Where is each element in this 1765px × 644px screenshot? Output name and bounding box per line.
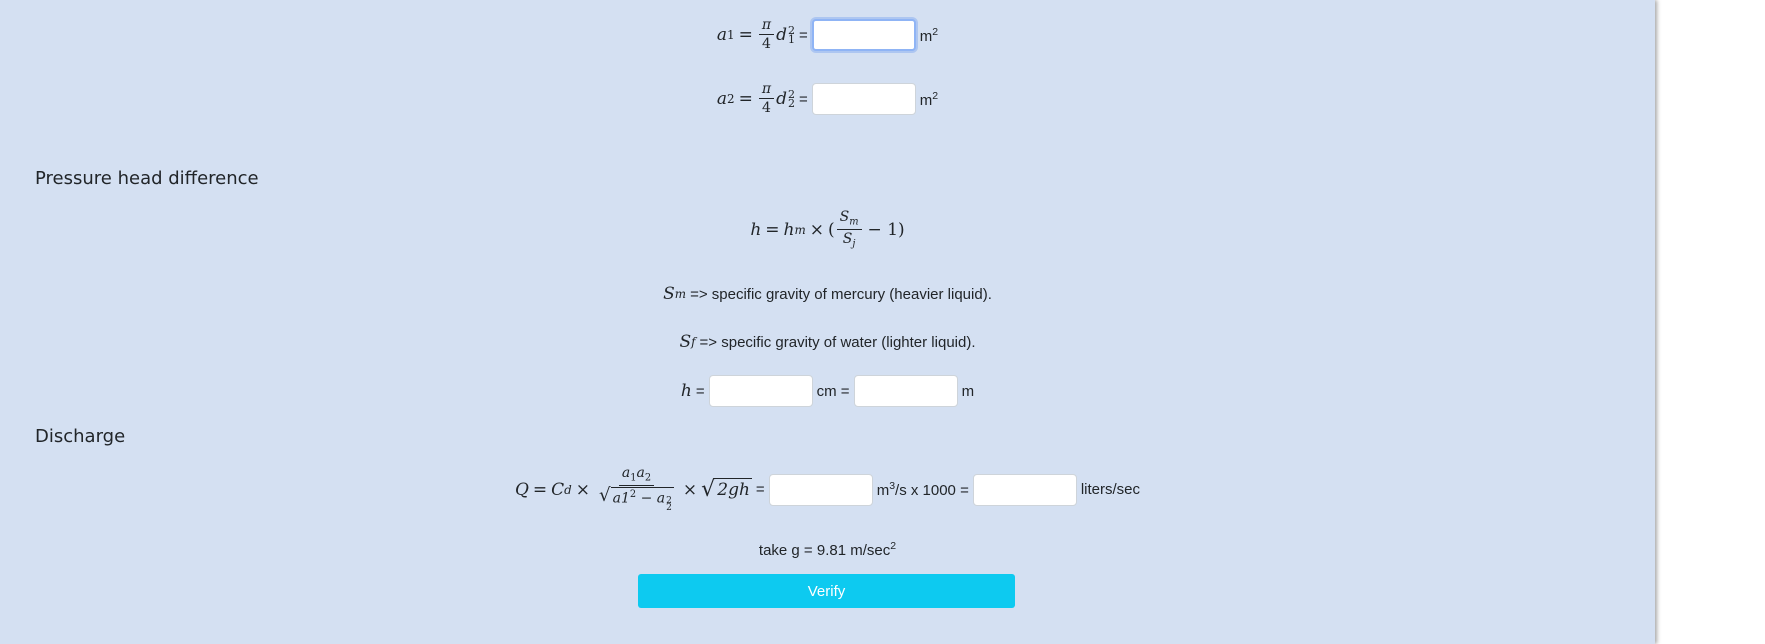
a2-equals: = (798, 90, 808, 108)
g-note-row (0, 540, 1655, 559)
a1-input[interactable] (812, 19, 916, 51)
equals-sign: = (738, 25, 753, 46)
lps-unit: liters/sec (1080, 481, 1141, 498)
sm-description-row (0, 284, 1655, 304)
h-cm-input[interactable] (709, 375, 813, 407)
q-lps-input[interactable] (973, 474, 1077, 506)
discharge-heading: Discharge (35, 426, 126, 447)
sm-description: => specific gravity of mercury (heavier liquid). (690, 285, 992, 303)
a1-formula: a 1 = $\frac{\pi}{4}$ d 2 1 (716, 17, 795, 53)
q-formula: Q = C d × $a_1a_2$ √ $a1^2 - a$ 2 2 × √ 2gh (514, 465, 750, 514)
sf-symbol: S f (679, 332, 696, 352)
m-unit: m (961, 382, 975, 400)
pressure-heading: Pressure head difference (35, 168, 259, 189)
a2-subscript: 2 (727, 92, 735, 107)
sf-description: => specific gravity of water (lighter liquid). (699, 333, 976, 351)
d-symbol: d (776, 25, 787, 46)
denominator-root: √ $a1^2 - a$ 2 2 (599, 485, 672, 514)
a2-formula: a 2 = $\frac{\pi}{4}$ d 2 2 (716, 81, 795, 117)
equals-sign: = (738, 89, 753, 110)
discharge-fraction: $a_1a_2$ √ $a1^2 - a$ 2 2 (599, 465, 672, 514)
a1-symbol: a (716, 25, 728, 46)
a2-symbol: a (716, 89, 728, 110)
sm-symbol: S m (663, 284, 687, 304)
a2-unit: $m^2$ (919, 89, 939, 109)
a2-input[interactable] (812, 83, 916, 115)
pi-over-four: $\frac{\pi}{4}$ (759, 18, 774, 52)
sqrt-2gh: √ 2gh (701, 476, 750, 503)
a2-formula-row (0, 82, 1655, 116)
h-input-row: h = cm = m (0, 375, 1655, 407)
a1-unit: $m^2$ (919, 25, 939, 45)
m3s-unit: $m^3/s$ x 1000 = (876, 480, 969, 499)
pi-over-four: $\frac{\pi}{4}$ (759, 82, 774, 116)
h-label: h (680, 381, 692, 401)
a1-subscript: 1 (727, 28, 735, 43)
d-symbol: d (776, 89, 787, 110)
a1-formula-row (0, 18, 1655, 52)
h-formula-row (0, 210, 1655, 250)
sf-description-row (0, 332, 1655, 352)
cm-unit: cm = (816, 382, 850, 400)
sm-over-sj: $\frac{S_m}{S_j}$ (837, 210, 862, 250)
q-formula-row: Q = C d × $a_1a_2$ √ $a1^2 - a$ 2 2 × √ 2gh = $m^3/s$ x 1000 = liters/sec (514, 465, 1141, 514)
q-m3s-input[interactable] (769, 474, 873, 506)
h-m-input[interactable] (854, 375, 958, 407)
a1-equals: = (798, 26, 808, 44)
g-note: take g = 9.81 $m/\sec^2$ (758, 540, 897, 559)
verify-button[interactable]: Verify (638, 574, 1015, 608)
h-formula: h = h m × ( $\frac{S_m}{S_j}$ − 1) (750, 209, 905, 250)
